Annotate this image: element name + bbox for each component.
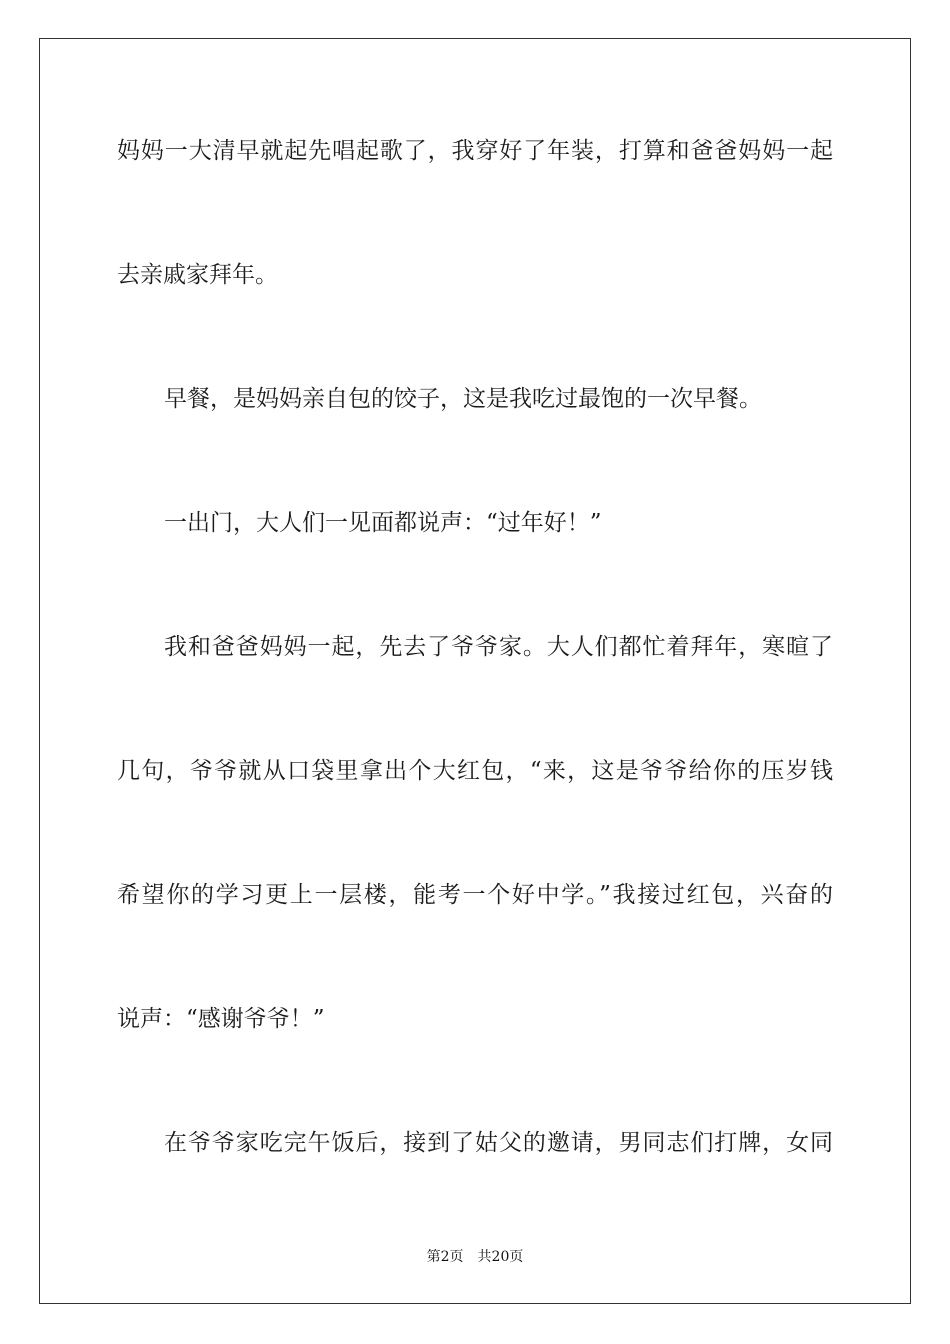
- text-line-2: 去亲戚家拜年。: [117, 262, 278, 288]
- page-total: 共20页: [477, 1249, 524, 1265]
- text-line-3: 早餐，是妈妈亲自包的饺子，这是我吃过最饱的一次早餐。: [164, 386, 762, 412]
- text-line-7: 希望你的学习更上一层楼，能考一个好中学。”我接过红包，兴奋的: [117, 882, 833, 908]
- text-line-4: 一出门，大人们一见面都说声：“过年好！”: [164, 510, 602, 536]
- text-line-1: 妈妈一大清早就起先唱起歌了，我穿好了年装，打算和爸爸妈妈一起: [117, 138, 833, 164]
- text-line-5: 我和爸爸妈妈一起，先去了爷爷家。大人们都忙着拜年，寒暄了: [164, 634, 833, 660]
- page-border: [39, 38, 911, 1304]
- text-line-8: 说声：“感谢爷爷！”: [117, 1006, 325, 1032]
- page-footer: [0, 1248, 950, 1266]
- page-number: 第2页: [426, 1249, 464, 1265]
- text-line-6: 几句，爷爷就从口袋里拿出个大红包，“来，这是爷爷给你的压岁钱: [117, 758, 833, 784]
- text-line-9: 在爷爷家吃完午饭后，接到了姑父的邀请，男同志们打牌，女同: [164, 1130, 833, 1156]
